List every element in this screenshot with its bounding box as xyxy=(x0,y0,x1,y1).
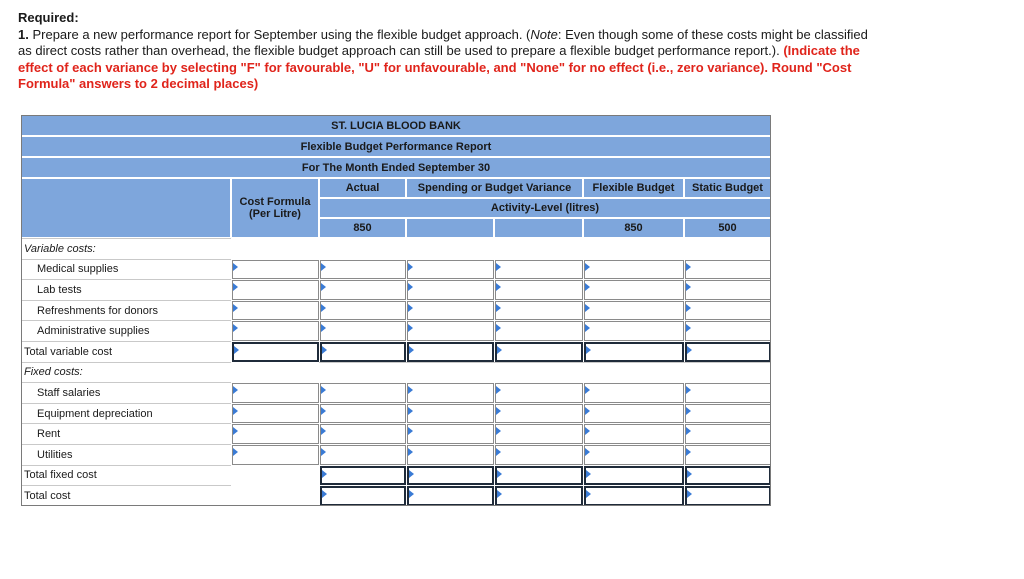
header-cost-formula: Cost Formula (Per Litre) xyxy=(231,178,319,238)
row-label: Staff salaries xyxy=(21,382,231,403)
table-border xyxy=(21,115,771,506)
row-label: Rent xyxy=(21,423,231,444)
header-spending-variance: Spending or Budget Variance xyxy=(406,178,583,198)
report-subtitle: Flexible Budget Performance Report xyxy=(21,136,771,157)
activity-static: 500 xyxy=(684,218,771,238)
header-actual: Actual xyxy=(319,178,406,198)
report-period: For The Month Ended September 30 xyxy=(21,157,771,178)
activity-flexible: 850 xyxy=(583,218,684,238)
row-label: Administrative supplies xyxy=(21,320,231,341)
instruction-text: 1. Prepare a new performance report for September using the flexible budget approach. (Note: Even though some of these costs might be classified as direct costs rather than overhead, the flexible budget approach can still be used to prepare a flexible budget performance report.). (Indicate the effect of each variance by selecting "F" for favourable, "U" for unfavourable, and "None" for no effect (i.e., zero variance). Round "Cost Formula" answers to 2 decimal places) xyxy=(18,26,868,92)
row-label: Lab tests xyxy=(21,279,231,300)
header-activity-level: Activity-Level (litres) xyxy=(319,198,771,218)
row-label: Refreshments for donors xyxy=(21,300,231,321)
row-label: Total fixed cost xyxy=(21,465,231,486)
row-label: Equipment depreciation xyxy=(21,403,231,424)
header-static-budget: Static Budget xyxy=(684,178,771,198)
row-label: Utilities xyxy=(21,444,231,465)
row-label: Variable costs: xyxy=(21,238,231,259)
report-title: ST. LUCIA BLOOD BANK xyxy=(21,115,771,136)
row-label: Total cost xyxy=(21,485,231,506)
row-label: Total variable cost xyxy=(21,341,231,362)
instructions xyxy=(18,10,878,93)
activity-actual: 850 xyxy=(319,218,406,238)
row-label: Fixed costs: xyxy=(21,362,231,383)
instruction-emphasis: (Indicate the effect of each variance by selecting "F" for favourable, "U" for unfavourable, and "None" for no effect (i.e., zero variance). Round "Cost Formula" answers to 2 decimal places) xyxy=(18,43,860,92)
required-heading: Required: xyxy=(18,10,79,25)
row-label: Medical supplies xyxy=(21,259,231,280)
header-flexible-budget: Flexible Budget xyxy=(583,178,684,198)
